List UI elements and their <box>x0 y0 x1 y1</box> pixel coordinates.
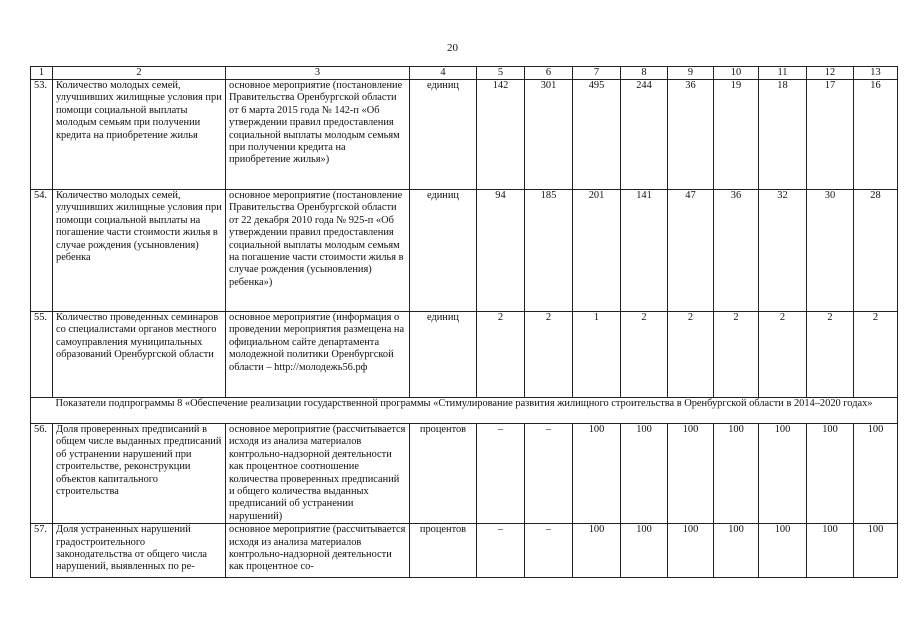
row-number: 55. <box>31 312 53 398</box>
header-cell: 6 <box>525 67 573 80</box>
value-cell: 100 <box>714 424 759 524</box>
header-row <box>31 67 898 80</box>
value-cell: 19 <box>714 80 759 190</box>
indicator-basis: основное мероприятие (постановление Правительства Оренбургской области от 22 декабря 2010 года № 925-п «Об утверждении правил предоставления социальной выплаты молодым семьям на погашение части стоимости жилья в случае рождения (усыновления) ребенка») <box>226 190 410 312</box>
indicator-name: Доля устраненных нарушений градостроительного законодательства от общего числа нарушений, выявленных по ре- <box>53 524 226 578</box>
value-cell: 16 <box>854 80 898 190</box>
table-row <box>31 424 898 524</box>
section-title: Показатели подпрограммы 8 «Обеспечение реализации государственной программы «Стимулирование развития жилищного строительства в Оренбургской области в 2014–2020 годах» <box>31 398 898 424</box>
table-row <box>31 524 898 578</box>
indicator-unit: процентов <box>410 524 477 578</box>
value-cell: 2 <box>477 312 525 398</box>
indicator-basis: основное мероприятие (рассчитывается исходя из анализа материалов контрольно-надзорной деятельности как процентное со- <box>226 524 410 578</box>
value-cell: 2 <box>714 312 759 398</box>
value-cell: 185 <box>525 190 573 312</box>
value-cell: 100 <box>714 524 759 578</box>
value-cell: 36 <box>714 190 759 312</box>
value-cell: 17 <box>807 80 854 190</box>
header-cell: 4 <box>410 67 477 80</box>
value-cell: 201 <box>573 190 621 312</box>
value-cell: 100 <box>759 524 807 578</box>
header-cell: 8 <box>621 67 668 80</box>
indicator-unit: единиц <box>410 190 477 312</box>
value-cell: 47 <box>668 190 714 312</box>
value-cell: 28 <box>854 190 898 312</box>
value-cell: 100 <box>573 424 621 524</box>
value-cell: 100 <box>807 424 854 524</box>
header-cell: 11 <box>759 67 807 80</box>
value-cell: 32 <box>759 190 807 312</box>
indicator-name: Доля проверенных предписаний в общем числе выданных предписаний об устранении нарушений при строительстве, реконструкции объектов капитального строительства <box>53 424 226 524</box>
value-cell: 30 <box>807 190 854 312</box>
value-cell: 244 <box>621 80 668 190</box>
table-row <box>31 190 898 312</box>
value-cell: – <box>477 424 525 524</box>
value-cell: 100 <box>668 524 714 578</box>
header-cell: 3 <box>226 67 410 80</box>
value-cell: 100 <box>573 524 621 578</box>
indicators-table <box>30 66 898 578</box>
value-cell: 2 <box>668 312 714 398</box>
value-cell: – <box>525 524 573 578</box>
value-cell: 100 <box>854 424 898 524</box>
section-row <box>31 398 898 424</box>
value-cell: 36 <box>668 80 714 190</box>
value-cell: 2 <box>621 312 668 398</box>
indicator-unit: единиц <box>410 312 477 398</box>
value-cell: 94 <box>477 190 525 312</box>
value-cell: 2 <box>525 312 573 398</box>
header-cell: 13 <box>854 67 898 80</box>
indicator-basis: основное мероприятие (рассчитывается исходя из анализа материалов контрольно-надзорной деятельности как процентное соотношение количества проверенных предписаний и общего количества выданных предписаний об устранении нарушений) <box>226 424 410 524</box>
value-cell: 301 <box>525 80 573 190</box>
header-cell: 5 <box>477 67 525 80</box>
indicator-unit: единиц <box>410 80 477 190</box>
row-number: 53. <box>31 80 53 190</box>
table-row <box>31 312 898 398</box>
header-cell: 9 <box>668 67 714 80</box>
value-cell: 142 <box>477 80 525 190</box>
value-cell: 2 <box>854 312 898 398</box>
value-cell: 141 <box>621 190 668 312</box>
header-cell: 12 <box>807 67 854 80</box>
header-cell: 7 <box>573 67 621 80</box>
header-cell: 10 <box>714 67 759 80</box>
value-cell: 100 <box>621 424 668 524</box>
value-cell: 100 <box>621 524 668 578</box>
value-cell: 495 <box>573 80 621 190</box>
value-cell: – <box>525 424 573 524</box>
value-cell: 100 <box>807 524 854 578</box>
value-cell: 2 <box>807 312 854 398</box>
value-cell: 1 <box>573 312 621 398</box>
table-row <box>31 80 898 190</box>
indicator-unit: процентов <box>410 424 477 524</box>
value-cell: 100 <box>854 524 898 578</box>
indicator-basis: основное мероприятие (постановление Правительства Оренбургской области от 6 марта 2015 года № 142-п «Об утверждении правил предоставления социальной выплаты молодым семьям при получении кредита на приобретение жилья») <box>226 80 410 190</box>
row-number: 57. <box>31 524 53 578</box>
indicator-basis: основное мероприятие (информация о проведении мероприятия размещена на официальном сайте департамента молодежной политики Оренбургской области – http://молодежь56.рф <box>226 312 410 398</box>
value-cell: 100 <box>759 424 807 524</box>
value-cell: 18 <box>759 80 807 190</box>
value-cell: – <box>477 524 525 578</box>
value-cell: 100 <box>668 424 714 524</box>
value-cell: 2 <box>759 312 807 398</box>
indicator-name: Количество молодых семей, улучшивших жилищные условия при помощи социальной выплаты на погашение части стоимости жилья в случае рождения (усыновления) ребенка <box>53 190 226 312</box>
header-cell: 2 <box>53 67 226 80</box>
header-cell: 1 <box>31 67 53 80</box>
indicator-name: Количество молодых семей, улучшивших жилищные условия при помощи социальной выплаты молодым семьям при получении кредита на приобретение жилья <box>53 80 226 190</box>
row-number: 54. <box>31 190 53 312</box>
page-number: 20 <box>447 42 458 54</box>
row-number: 56. <box>31 424 53 524</box>
indicator-name: Количество проведенных семинаров со специалистами органов местного самоуправления муниципальных образований Оренбургской области <box>53 312 226 398</box>
